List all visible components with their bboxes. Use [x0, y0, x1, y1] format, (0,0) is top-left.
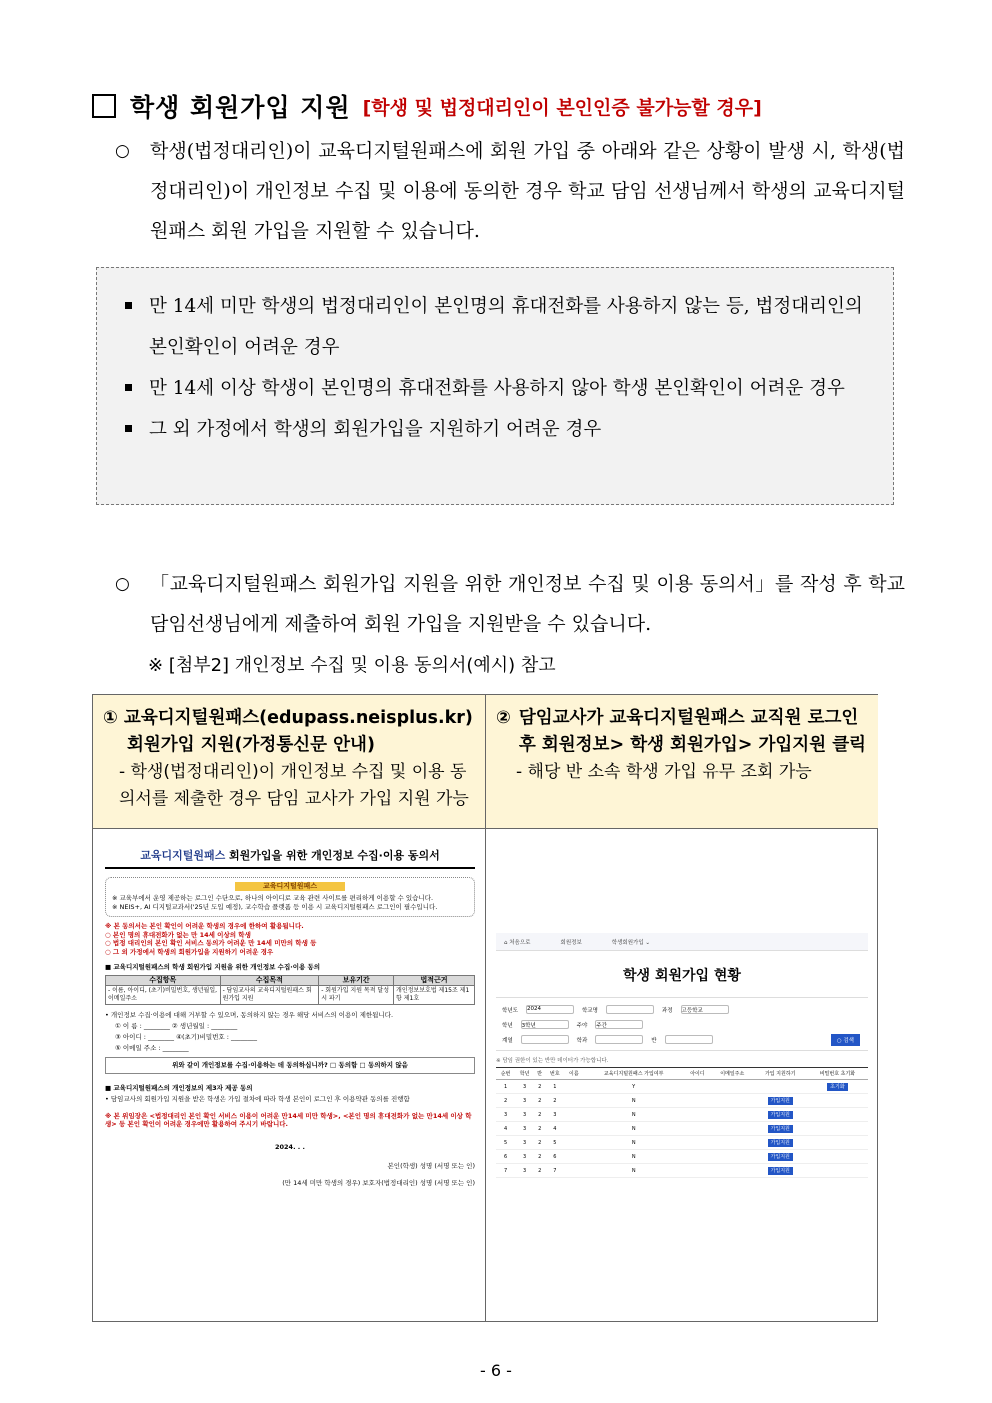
year-select[interactable]: 2024 [526, 1005, 574, 1014]
column-header: 학년 [515, 1068, 534, 1080]
table-cell: 1 [545, 1080, 564, 1094]
table-row [496, 1150, 868, 1164]
column-header: 아이디 [684, 1068, 711, 1080]
table-cell: 1 [496, 1080, 515, 1094]
table-cell [807, 1164, 868, 1178]
table-cell: 3 [515, 1094, 534, 1108]
table-cell [564, 1080, 583, 1094]
filter-panel: 학년도 2024 학교명 과정 고등학교 학년 3학년 주야 주간 계열 학과 반 ○ 검색 [496, 997, 868, 1051]
table-cell [807, 1150, 868, 1164]
consent-form-image [93, 829, 486, 1321]
square-bullet-icon [125, 425, 132, 432]
page-number: - 6 - [480, 1361, 512, 1380]
table-cell: 2 [534, 1164, 545, 1178]
table-cell: N [583, 1150, 684, 1164]
table-cell: 2 [534, 1108, 545, 1122]
section-subtitle: [학생 및 법정대리인이 본인인증 불가능할 경우] [362, 96, 762, 119]
form-paragraph [115, 564, 905, 644]
table-cell: 3 [515, 1150, 534, 1164]
table-cell [754, 1080, 807, 1094]
table-cell: 6 [545, 1150, 564, 1164]
consent-form-conditions: ※ 본 동의서는 본인 확인이 어려운 학생의 경우에 한하여 활용됩니다. ○ 본인 명의 휴대전화가 없는 만 14세 이상의 학생 ○ 법정 대리인의 본인 확인 서비스 동의가 어려운 만 14세 미만의 학생 등 ○ 그 외 가정에서 학생의 회원가입을 지원하기 어려운 경우 [105, 921, 317, 957]
table-cell [564, 1150, 583, 1164]
join-support-button[interactable]: 가입지원 [768, 1153, 793, 1161]
case-item: 그 외 가정에서 학생의 회원가입을 지원하기 어려운 경우 [125, 409, 881, 450]
table-cell: 3 [515, 1164, 534, 1178]
column-header: 반 [534, 1068, 545, 1080]
table-row [496, 1108, 868, 1122]
breadcrumb-home[interactable]: ⌂ 처음으로 [504, 939, 531, 946]
column-header: 번호 [545, 1068, 564, 1080]
section-heading [92, 88, 762, 124]
step1-description: - 학생(법정대리인)이 개인정보 수집 및 이용 동의서를 제출한 경우 담임 교사가 가입 지원 가능 [119, 762, 469, 809]
table-cell: 2 [496, 1094, 515, 1108]
class-select[interactable] [665, 1035, 713, 1044]
school-admin-screenshot [486, 829, 878, 1321]
consent-form-title: 교육디지털원패스 회원가입을 위한 개인정보 수집·이용 동의서 [105, 849, 475, 869]
table-cell: N [583, 1094, 684, 1108]
circle-bullet-icon: ○ [115, 141, 130, 161]
table-cell [684, 1122, 711, 1136]
join-support-button[interactable]: 가입지원 [768, 1125, 793, 1133]
table-cell: N [583, 1122, 684, 1136]
join-support-button[interactable]: 가입지원 [768, 1097, 793, 1105]
table-cell [807, 1094, 868, 1108]
table-cell [684, 1080, 711, 1094]
table-cell: 2 [534, 1094, 545, 1108]
table-row [496, 1164, 868, 1178]
column-header: 비밀번호 초기화 [807, 1068, 868, 1080]
table-cell [711, 1094, 754, 1108]
column-header: 순번 [496, 1068, 515, 1080]
step1-subtitle: 회원가입 지원(가정통신문 안내) [127, 735, 375, 755]
case-item: 만 14세 미만 학생의 법정대리인이 본인명의 휴대전화를 사용하지 않는 등, 법정대리인의 본인확인이 어려운 경우 [125, 286, 881, 368]
case-item: 만 14세 이상 학생이 본인명의 휴대전화를 사용하지 않아 학생 본인확인이 어려운 경우 [125, 368, 881, 409]
table-cell [564, 1136, 583, 1150]
table-cell: N [583, 1136, 684, 1150]
student-signup-status-screen [496, 933, 868, 1193]
step2-description: - 해당 반 소속 학생 가입 유무 조회 가능 [516, 762, 812, 782]
screen-title: 학생 회원가입 현황 [623, 968, 741, 984]
support-steps-table [92, 694, 878, 1322]
join-support-button[interactable]: 가입지원 [768, 1139, 793, 1147]
table-cell [807, 1122, 868, 1136]
circle-bullet-icon: ○ [115, 574, 130, 594]
table-header-row [496, 1068, 868, 1080]
department-select[interactable] [595, 1035, 643, 1044]
square-bullet-icon [125, 384, 132, 391]
table-cell [711, 1108, 754, 1122]
table-row [496, 1136, 868, 1150]
table-cell: N [583, 1108, 684, 1122]
table-cell: 4 [496, 1122, 515, 1136]
table-row [496, 1094, 868, 1108]
consent-form: 교육디지털원패스 회원가입을 위한 개인정보 수집·이용 동의서 교육디지털원패스 ※ 교육부에서 운영 제공하는 로그인 수단으로, 하나의 아이디로 교육 관련 사이트를 편리하게 이용할 수 있습니다. ※ NEIS+, AI 디지털교과서('25년 도입 예정), 교수학습 플랫폼 등 이용 시 교육디지털원패스 로그인이 필수입니다. ※ 본 동의서는 본인 확인이 어려운 학생의 경우에 한하여 활용됩니다. ○ 본인 명의 휴대전화가 없는 만 14세 이상의 학생 ○ 법정 대리인의 본인 확인 서비스 동의가 어려운 만 14세 미만의 학생 등 ○ 그 외 가정에서 학생의 회원가입을 지원하기 어려운 경우 ■ 교육디지털원패스의 학생 회원가입 지원을 위한 개인정보 수집·이용 동의 수집항목 수집목적 보유기간 법적근거 - 이름, 아이디, (초기)비밀번호, 생년월일, 이메일주소 - 담임교사의 교육디지털원패스 회원가입 지원 - 회원가입 지원 목적 달성 시 파기 개인정보보호법 제15조 제1항 제1호 • 개인정보 수집·이용에 대해 거부할 수 있으며, 동의하지 않는 경우 해당 서비스의 이용이 제한됩니다. ① 이 름 : ________ ② 생년월일 : ________ ③ 아이디 : ________ ④(초기)비밀번호 : ________ ⑤ 이메일 주소 : ________ 위와 같이 개인정보를 수집·이용하는 데 동의하십니까? □ 동의함 □ 동의하지 않음 ■ 교육디지털원패스의 개인정보의 제3자 제공 동의 • 담임교사의 회원가입 지원을 받은 학생은 가입 절차에 따라 학생 본인이 로그인 후 이용약관 동의를 진행함 ※ 본 위임장은 <법정대리인 본인 확인 서비스 이용이 어려운 만14세 미만 학생>, <본인 명의 휴대전화가 없는 만14세 이상 학생> 등 본인 확인이 어려운 경우에만 활용하여 주시기 바랍니다. 2024. . . 본인(학생) 성명 (서명 또는 인) (만 14세 미만 학생의 경우) 보호자(법정대리인) 성명 (서명 또는 인) [105, 849, 475, 1187]
breadcrumb [496, 933, 868, 951]
step2-number: ② [496, 708, 511, 728]
table-cell [807, 1108, 868, 1122]
table-cell: 3 [515, 1080, 534, 1094]
table-caption: ※ 담임 권한이 있는 반만 데이터가 가능합니다. [496, 1058, 609, 1064]
table-cell [684, 1164, 711, 1178]
table-cell [711, 1122, 754, 1136]
table-cell [807, 1136, 868, 1150]
column-header: 이메일주소 [711, 1068, 754, 1080]
step1-number: ① [103, 708, 118, 728]
table-cell: 3 [515, 1136, 534, 1150]
table-cell: 2 [534, 1080, 545, 1094]
table-cell [684, 1108, 711, 1122]
table-cell: 2 [534, 1136, 545, 1150]
table-cell [711, 1080, 754, 1094]
join-support-button[interactable]: 가입지원 [768, 1111, 793, 1119]
attachment-note: ※ [첨부2] 개인정보 수집 및 이용 동의서(예시) 참고 [148, 655, 556, 676]
student-table [496, 1067, 868, 1178]
table-cell [711, 1164, 754, 1178]
form-paragraph-text: 「교육디지털원패스 회원가입 지원을 위한 개인정보 수집 및 이용 동의서」를 작성 후 학교 담임선생님에게 제출하여 회원 가입을 지원받을 수 있습니다. [150, 573, 905, 635]
table-cell: 5 [496, 1136, 515, 1150]
table-cell [564, 1164, 583, 1178]
step1-title: 교육디지털원패스(edupass.neisplus.kr) [123, 708, 473, 728]
table-cell [684, 1094, 711, 1108]
consent-form-info-box: 교육디지털원패스 ※ 교육부에서 운영 제공하는 로그인 수단으로, 하나의 아이디로 교육 관련 사이트를 편리하게 이용할 수 있습니다. ※ NEIS+, AI 디지털교과서('25년 도입 예정), 교수학습 플랫폼 등 이용 시 교육디지털원패스 로그인이 필수입니다. [105, 877, 475, 917]
table-cell [711, 1150, 754, 1164]
table-cell: 4 [545, 1122, 564, 1136]
table-cell: 7 [545, 1164, 564, 1178]
column-header: 가입 지원하기 [754, 1068, 807, 1080]
day-night-select[interactable]: 주간 [595, 1020, 643, 1029]
table-cell: N [583, 1164, 684, 1178]
table-cell: 2 [534, 1150, 545, 1164]
column-header: 교육디지털원패스 가입여부 [583, 1068, 684, 1080]
school-name-input[interactable] [606, 1005, 654, 1014]
table-cell [564, 1108, 583, 1122]
table-row [496, 1122, 868, 1136]
breadcrumb-member-info[interactable]: 회원정보 [560, 939, 582, 946]
intro-text: 학생(법정대리인)이 교육디지털원패스에 회원 가입 중 아래와 같은 상황이 발생 시, 학생(법정대리인)이 개인정보 수집 및 이용에 동의한 경우 학교 담임 선생님께서 학생의 교육디지털원패스 회원 가입을 지원할 수 있습니다. [150, 140, 905, 242]
table-cell [564, 1094, 583, 1108]
join-support-button[interactable]: 가입지원 [768, 1167, 793, 1175]
search-button[interactable]: ○ 검색 [831, 1034, 860, 1046]
consent-form-table: 수집항목 수집목적 보유기간 법적근거 - 이름, 아이디, (초기)비밀번호, 생년월일, 이메일주소 - 담임교사의 교육디지털원패스 회원가입 지원 - 회원가입 지원 목적 달성 시 파기 개인정보보호법 제15조 제1항 제1호 [105, 975, 475, 1006]
table-cell: 5 [545, 1136, 564, 1150]
square-bullet-icon [125, 302, 132, 309]
table-cell: 2 [545, 1094, 564, 1108]
table-cell: 3 [545, 1108, 564, 1122]
track-select[interactable] [521, 1035, 569, 1044]
table-cell [684, 1136, 711, 1150]
step2-title: 담임교사가 교육디지털원패스 교직원 로그인 후 회원정보> 학생 회원가입> 가입지원 클릭 [518, 708, 867, 755]
column-header: 이름 [564, 1068, 583, 1080]
breadcrumb-student-signup[interactable]: 학생회원가입 ⌄ [611, 939, 651, 946]
table-cell [684, 1150, 711, 1164]
table-cell [711, 1136, 754, 1150]
table-cell: 7 [496, 1164, 515, 1178]
course-select[interactable]: 고등학교 [681, 1005, 729, 1014]
table-cell [564, 1122, 583, 1136]
checkbox-square-icon [92, 94, 116, 118]
table-row [496, 1080, 868, 1094]
table-cell: 6 [496, 1150, 515, 1164]
table-cell: 2 [534, 1122, 545, 1136]
table-cell: 3 [515, 1122, 534, 1136]
section-title: 학생 회원가입 지원 [130, 93, 351, 122]
reset-password-button[interactable]: 초기화 [827, 1083, 848, 1091]
intro-paragraph [115, 131, 905, 251]
table-cell: 3 [496, 1108, 515, 1122]
cases-box [96, 267, 894, 505]
step1-header [93, 695, 486, 829]
table-cell: 3 [515, 1108, 534, 1122]
step2-header [486, 695, 878, 829]
table-cell: Y [583, 1080, 684, 1094]
grade-select[interactable]: 3학년 [521, 1020, 569, 1029]
